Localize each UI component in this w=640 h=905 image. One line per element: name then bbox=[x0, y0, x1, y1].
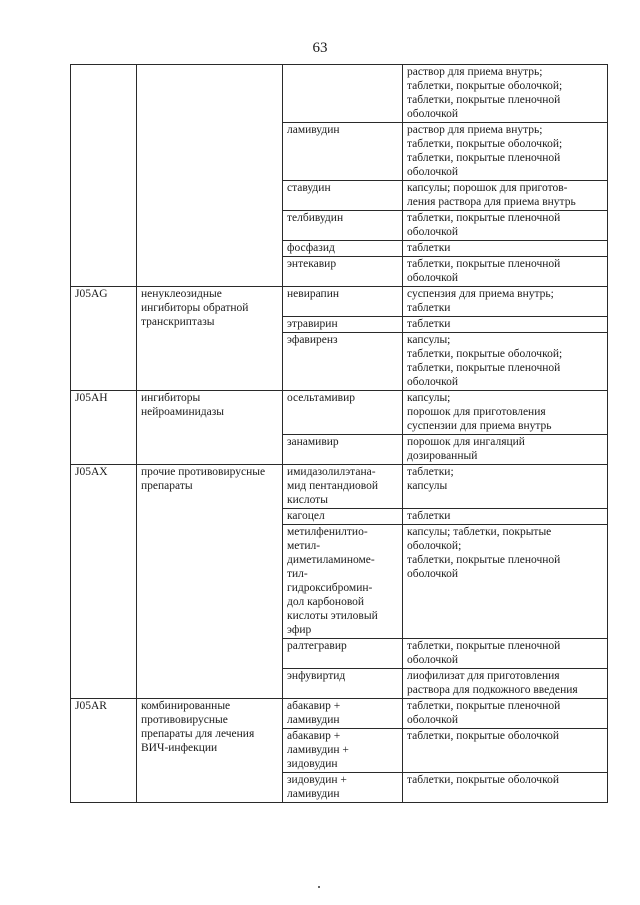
drug-cell bbox=[283, 65, 403, 123]
drug-cell: имидазолилэтана- мид пентандиовой кислоты bbox=[283, 465, 403, 509]
forms-cell: таблетки, покрытые оболочкой bbox=[403, 773, 608, 803]
group-cell: прочие противовирусные препараты bbox=[137, 465, 283, 699]
drug-cell: телбивудин bbox=[283, 211, 403, 241]
forms-cell: капсулы; таблетки, покрытые оболочкой; таблетки, покрытые пленочной оболочкой bbox=[403, 525, 608, 639]
drug-cell: ралтегравир bbox=[283, 639, 403, 669]
forms-cell: капсулы; таблетки, покрытые оболочкой; таблетки, покрытые пленочной оболочкой bbox=[403, 333, 608, 391]
table-row bbox=[71, 699, 608, 729]
drug-cell: фосфазид bbox=[283, 241, 403, 257]
forms-cell: таблетки, покрытые пленочной оболочкой bbox=[403, 211, 608, 241]
forms-cell: капсулы; порошок для приготов- ления раствора для приема внутрь bbox=[403, 181, 608, 211]
drug-cell: абакавир + ламивудин bbox=[283, 699, 403, 729]
forms-cell: капсулы; порошок для приготовления суспензии для приема внутрь bbox=[403, 391, 608, 435]
table-row bbox=[71, 65, 608, 123]
group-cell: комбинированные противовирусные препараты для лечения ВИЧ-инфекции bbox=[137, 699, 283, 803]
table-row bbox=[71, 391, 608, 435]
forms-cell: таблетки bbox=[403, 509, 608, 525]
drug-cell: энфувиртид bbox=[283, 669, 403, 699]
drug-cell: абакавир + ламивудин + зидовудин bbox=[283, 729, 403, 773]
forms-cell: порошок для ингаляций дозированный bbox=[403, 435, 608, 465]
drug-cell: эфавиренз bbox=[283, 333, 403, 391]
group-cell bbox=[137, 65, 283, 287]
forms-cell: таблетки, покрытые пленочной оболочкой bbox=[403, 257, 608, 287]
table-row bbox=[71, 465, 608, 509]
forms-cell: таблетки bbox=[403, 241, 608, 257]
group-cell: ненуклеозидные ингибиторы обратной транскриптазы bbox=[137, 287, 283, 391]
forms-cell: лиофилизат для приготовления раствора для подкожного введения bbox=[403, 669, 608, 699]
atc-code-cell: J05AR bbox=[71, 699, 137, 803]
drug-cell: ламивудин bbox=[283, 123, 403, 181]
forms-cell: таблетки, покрытые пленочной оболочкой bbox=[403, 639, 608, 669]
group-cell: ингибиторы нейроаминидазы bbox=[137, 391, 283, 465]
forms-cell: таблетки, покрытые пленочной оболочкой bbox=[403, 699, 608, 729]
table-row bbox=[71, 287, 608, 317]
forms-cell: таблетки, покрытые оболочкой bbox=[403, 729, 608, 773]
atc-code-cell: J05AH bbox=[71, 391, 137, 465]
drug-cell: зидовудин + ламивудин bbox=[283, 773, 403, 803]
drug-cell: кагоцел bbox=[283, 509, 403, 525]
drug-cell: невирапин bbox=[283, 287, 403, 317]
drug-cell: занамивир bbox=[283, 435, 403, 465]
drug-cell: метилфенилтио- метил- диметиламиноме- тил- гидроксибромин- дол карбоновой кислоты этиловый эфир bbox=[283, 525, 403, 639]
forms-cell: раствор для приема внутрь; таблетки, покрытые оболочкой; таблетки, покрытые пленочной оболочкой bbox=[403, 123, 608, 181]
drug-cell: ставудин bbox=[283, 181, 403, 211]
drug-cell: этравирин bbox=[283, 317, 403, 333]
scan-speck bbox=[318, 886, 320, 888]
atc-code-cell: J05AG bbox=[71, 287, 137, 391]
page-number: 63 bbox=[312, 40, 328, 56]
drug-cell: осельтамивир bbox=[283, 391, 403, 435]
atc-code-cell bbox=[71, 65, 137, 287]
forms-cell: суспензия для приема внутрь; таблетки bbox=[403, 287, 608, 317]
forms-cell: таблетки; капсулы bbox=[403, 465, 608, 509]
forms-cell: таблетки bbox=[403, 317, 608, 333]
atc-code-cell: J05AX bbox=[71, 465, 137, 699]
forms-cell: раствор для приема внутрь; таблетки, покрытые оболочкой; таблетки, покрытые пленочной оболочкой bbox=[403, 65, 608, 123]
drug-cell: энтекавир bbox=[283, 257, 403, 287]
medication-table bbox=[70, 64, 608, 803]
